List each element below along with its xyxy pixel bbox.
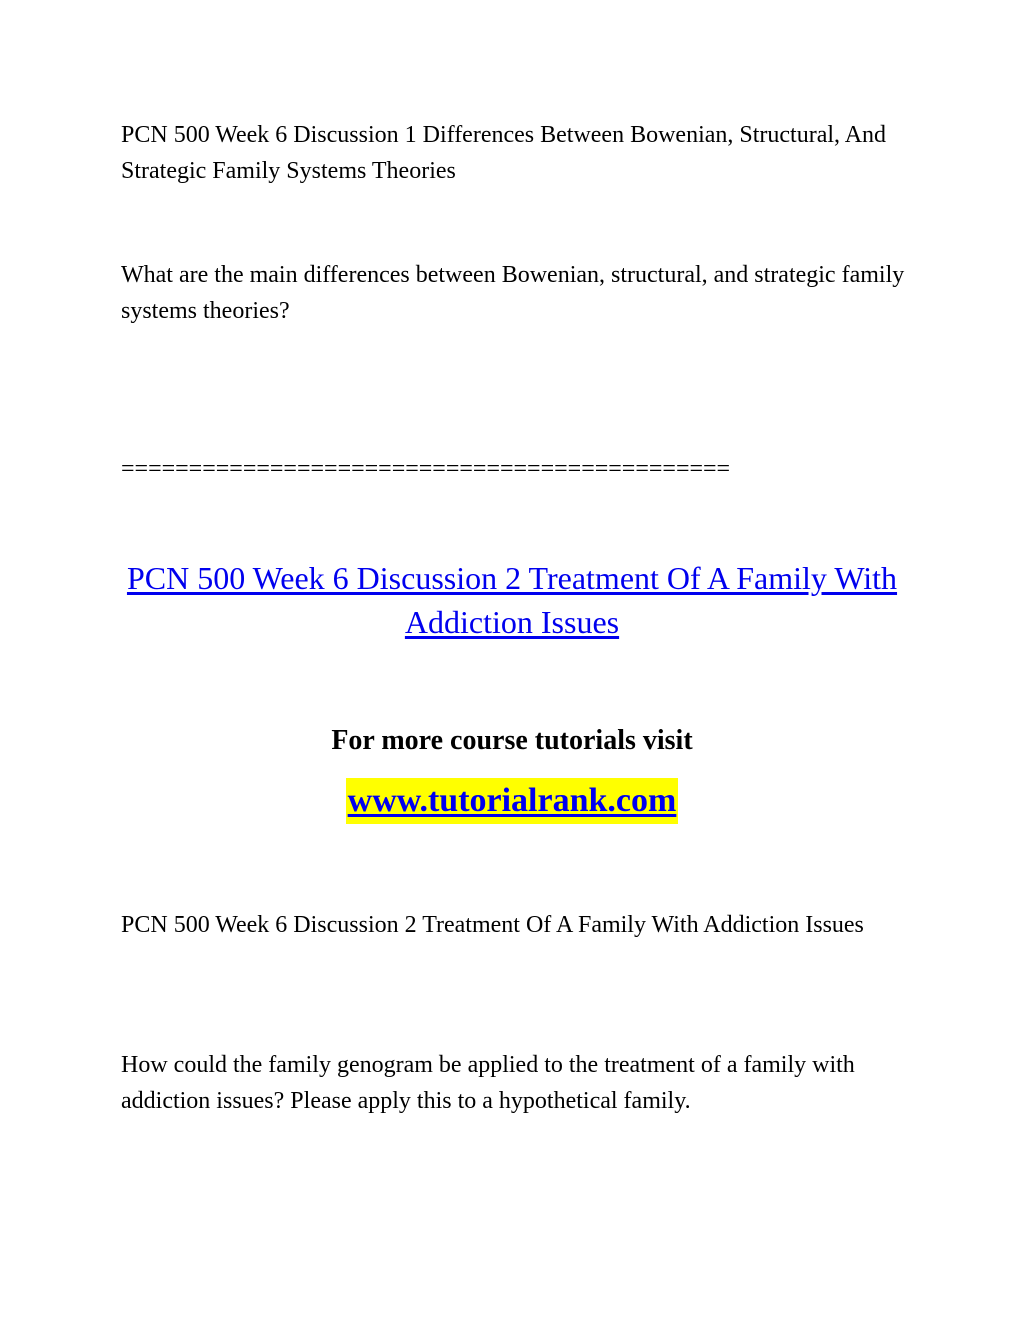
tutorialrank-link[interactable]: www.tutorialrank.com <box>346 778 679 824</box>
discussion-1-question: What are the main differences between Bowenian, structural, and strategic family systems theories? <box>121 262 905 324</box>
discussion-2-heading-link[interactable]: PCN 500 Week 6 Discussion 2 Treatment Of A Family With Addiction Issues <box>126 560 898 640</box>
visit-prompt: For more course tutorials visit <box>331 725 693 756</box>
discussion-1-title: PCN 500 Week 6 Discussion 1 Differences Between Bowenian, Structural, And Strategic Family Systems Theories <box>121 122 887 184</box>
separator-line: ============================================= <box>121 456 731 482</box>
discussion-2-title: PCN 500 Week 6 Discussion 2 Treatment Of A Family With Addiction Issues <box>121 912 864 938</box>
site-link-container <box>0 778 1024 824</box>
discussion-2-question: How could the family genogram be applied to the treatment of a family with addiction issues? Please apply this to a hypothetical family. <box>121 1052 855 1114</box>
